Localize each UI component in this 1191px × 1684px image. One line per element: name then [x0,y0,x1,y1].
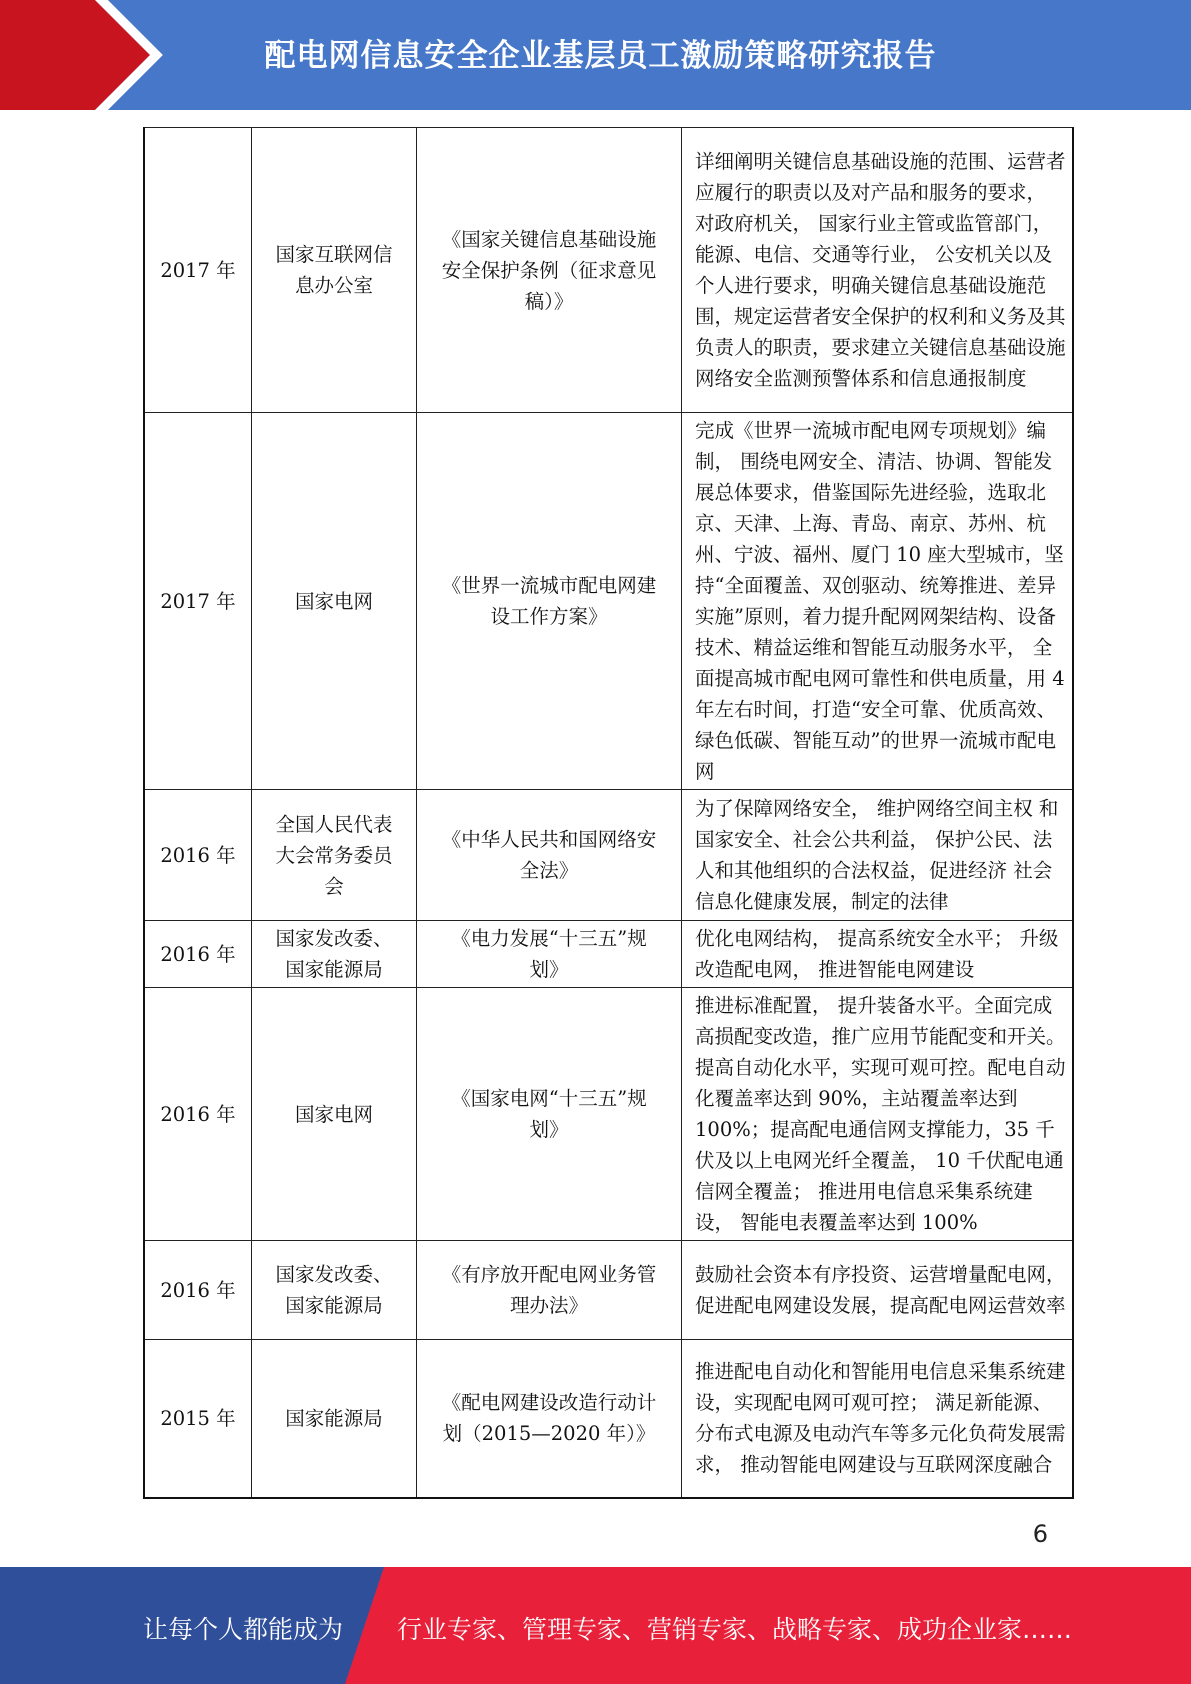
page-header [0,0,1191,110]
year-cell: 2017 年 [144,413,252,790]
document-cell: 《国家关键信息基础设施安全保护条例（征求意见稿）》 [417,128,682,413]
description-cell: 为了保障网络安全， 维护网络空间主权 和国家安全、社会公共利益， 保护公民、法人和其他组织的合法权益，促进经济 社会信息化健康发展，制定的法律 [682,790,1074,921]
footer-slogan-right: 行业专家、管理专家、营销专家、战略专家、成功企业家…… [397,1615,1073,1644]
document-title: 配电网信息安全企业基层员工激励策略研究报告 [264,38,937,74]
document-cell: 《配电网建设改造行动计划（2015—2020 年）》 [417,1340,682,1498]
issuer-cell: 全国人民代表大会常务委员会 [252,790,417,921]
issuer-cell: 国家互联网信息办公室 [252,128,417,413]
table-row [144,128,1073,413]
table-row [144,1340,1073,1498]
issuer-cell: 国家发改委、国家能源局 [252,1241,417,1340]
policy-table [143,127,1074,1499]
table-row [144,413,1073,790]
document-cell: 《有序放开配电网业务管理办法》 [417,1241,682,1340]
year-cell: 2015 年 [144,1340,252,1498]
table-row [144,1241,1073,1340]
table-row [144,921,1073,988]
page-footer [0,1567,1191,1684]
year-cell: 2016 年 [144,1241,252,1340]
description-cell: 推进标准配置， 提升装备水平。全面完成高损配变改造，推广应用节能配变和开关。提高自动化水平，实现可观可控。配电自动化覆盖率达到 90%，主站覆盖率达到 100%；提高配电通信网支撑能力，35 千伏及以上电网光纤全覆盖， 10 千伏配电通信网全覆盖； 推进用电信息采集系统建设， 智能电表覆盖率达到 100% [682,988,1074,1241]
description-cell: 推进配电自动化和智能用电信息采集系统建设，实现配电网可观可控； 满足新能源、分布式电源及电动汽车等多元化负荷发展需求， 推动智能电网建设与互联网深度融合 [682,1340,1074,1498]
year-cell: 2016 年 [144,790,252,921]
description-cell: 鼓励社会资本有序投资、运营增量配电网，促进配电网建设发展，提高配电网运营效率 [682,1241,1074,1340]
description-cell: 完成《世界一流城市配电网专项规划》编制， 围绕电网安全、清洁、协调、智能发展总体要求，借鉴国际先进经验，选取北京、天津、上海、青岛、南京、苏州、杭州、宁波、福州、厦门 10 座大型城市，坚持“全面覆盖、双创驱动、统筹推进、差异实施”原则，着力提升配网网架结构、设备技术、精益运维和智能互动服务水平， 全面提高城市配电网可靠性和供电质量，用 4 年左右时间，打造“安全可靠、优质高效、绿色低碳、智能互动”的世界一流城市配电网 [682,413,1074,790]
year-cell: 2016 年 [144,988,252,1241]
table-row [144,988,1073,1241]
description-cell: 优化电网结构， 提高系统安全水平； 升级改造配电网， 推进智能电网建设 [682,921,1074,988]
issuer-cell: 国家电网 [252,988,417,1241]
description-cell: 详细阐明关键信息基础设施的范围、运营者应履行的职责以及对产品和服务的要求， 对政府机关， 国家行业主管或监管部门，能源、电信、交通等行业， 公安机关以及个人进行要求，明确关键信息基础设施范围，规定运营者安全保护的权利和义务及其负责人的职责，要求建立关键信息基础设施网络安全监测预警体系和信息通报制度 [682,128,1074,413]
footer-slogan-left: 让每个人都能成为 [143,1615,344,1644]
table-row [144,790,1073,921]
document-cell: 《电力发展“十三五”规划》 [417,921,682,988]
page-number: 6 [1032,1520,1048,1548]
issuer-cell: 国家能源局 [252,1340,417,1498]
document-cell: 《国家电网“十三五”规划》 [417,988,682,1241]
year-cell: 2017 年 [144,128,252,413]
document-cell: 《中华人民共和国网络安全法》 [417,790,682,921]
issuer-cell: 国家发改委、国家能源局 [252,921,417,988]
year-cell: 2016 年 [144,921,252,988]
issuer-cell: 国家电网 [252,413,417,790]
document-cell: 《世界一流城市配电网建设工作方案》 [417,413,682,790]
